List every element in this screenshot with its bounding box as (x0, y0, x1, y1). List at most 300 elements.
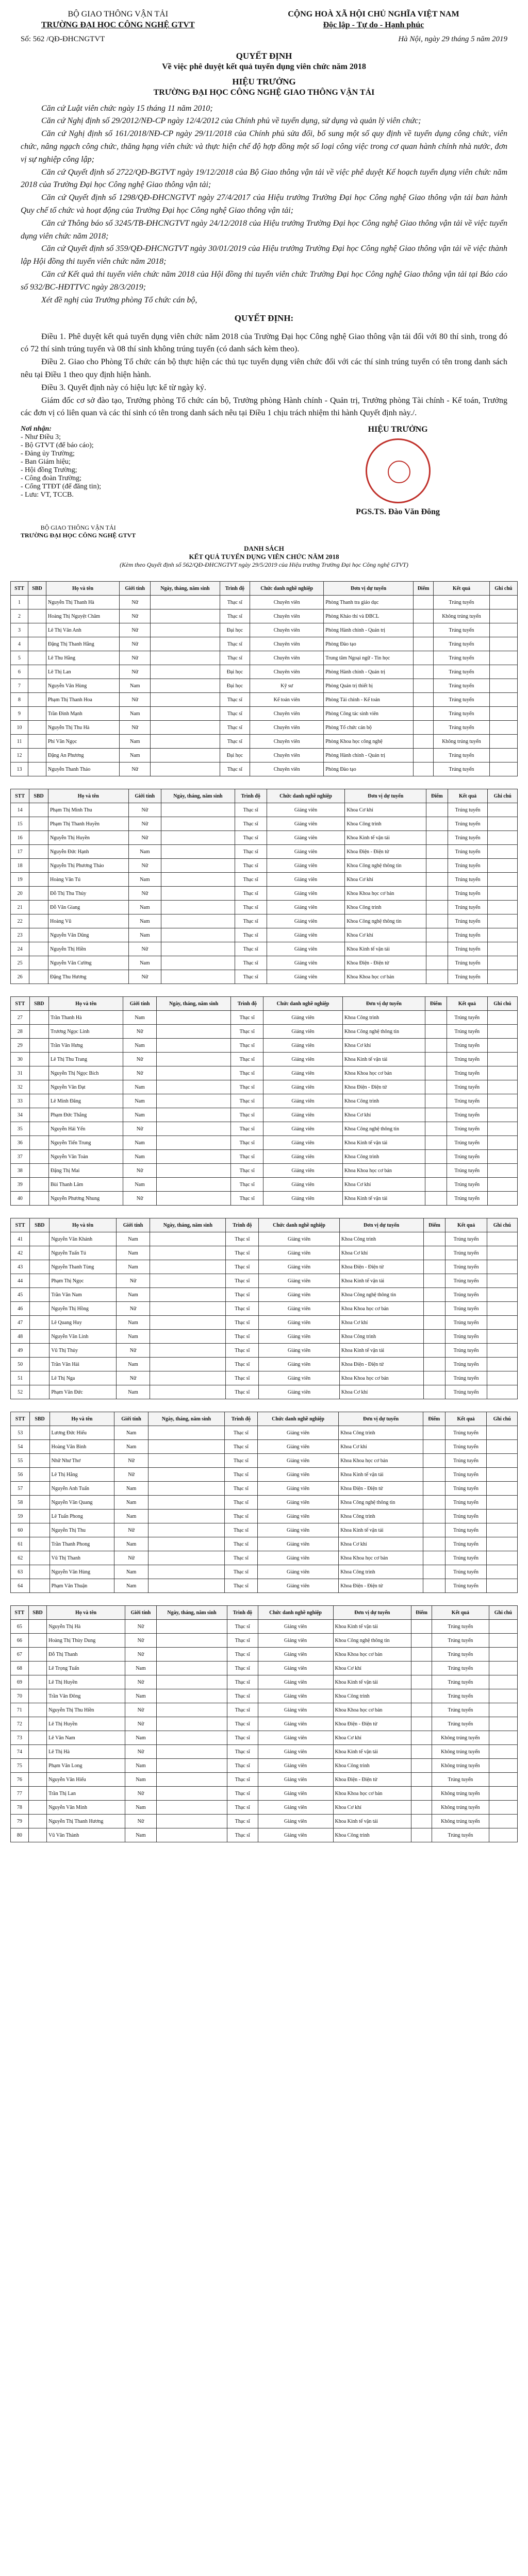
table-row (11, 721, 518, 735)
table-cell: 32 (11, 1080, 30, 1094)
table-cell (414, 665, 434, 679)
table-cell: Nam (128, 928, 161, 942)
table-row (11, 1260, 518, 1274)
ministry-name: BỘ GIAO THÔNG VẬN TẢI (68, 10, 169, 19)
table-cell (29, 901, 48, 914)
table-cell: 77 (11, 1787, 29, 1801)
table-cell: Thạc sĩ (231, 1011, 263, 1025)
table-cell: Hoàng Thị Thùy Dung (47, 1634, 125, 1648)
table-cell: Trúng tuyển (447, 1053, 487, 1066)
table-cell: Không trúng tuyển (432, 1759, 489, 1773)
table-cell: Giảng viên (259, 1371, 340, 1385)
school-name: TRƯỜNG ĐẠI HỌC CÔNG NGHỆ GTVT (41, 20, 195, 29)
table-cell: Nữ (125, 1745, 156, 1759)
table-cell (423, 1579, 445, 1593)
table-row (11, 1675, 518, 1689)
table-cell (487, 1510, 518, 1523)
table-cell (161, 970, 235, 984)
table-cell: Nữ (114, 1523, 148, 1537)
column-header: Ngày, tháng, năm sinh (151, 582, 220, 596)
table-row (11, 707, 518, 721)
decision-subject: Về việc phê duyệt kết quả tuyển dụng viên chức năm 2018 (162, 62, 366, 71)
table-cell: Trúng tuyển (434, 693, 490, 707)
table-cell: Nguyễn Văn Cường (48, 956, 129, 970)
table-cell: Khoa Khoa học cơ bản (342, 1164, 425, 1178)
table-cell (150, 1232, 226, 1246)
table-cell (488, 914, 518, 928)
country-name: CỘNG HOÀ XÃ HỘI CHỦ NGHĨA VIỆT NAM (288, 10, 459, 19)
table-cell: Thạc sĩ (220, 735, 250, 749)
table-cell: Nam (123, 1150, 156, 1164)
table-cell: Nam (114, 1579, 148, 1593)
table-row (11, 1108, 518, 1122)
table-cell (28, 1731, 46, 1745)
signer-title: HIỆU TRƯỞNG (368, 425, 428, 434)
table-cell: Đặng Thị Thanh Hằng (46, 637, 119, 651)
table-cell: Thạc sĩ (227, 1745, 258, 1759)
table-cell: Giảng viên (259, 1330, 340, 1344)
table-cell: Khoa Cơ khí (339, 1385, 423, 1399)
table-cell: Thạc sĩ (227, 1801, 258, 1815)
table-cell: Thạc sĩ (235, 845, 267, 859)
table-cell: Nam (116, 1385, 150, 1399)
table-cell: Giảng viên (259, 1358, 340, 1371)
table-cell (489, 1689, 517, 1703)
table-cell: Nữ (125, 1675, 156, 1689)
table-row (11, 817, 518, 831)
table-cell: 21 (11, 901, 29, 914)
table-cell (29, 803, 48, 817)
table-cell: Nữ (128, 831, 161, 845)
issuer-title: HIỆU TRƯỞNG (232, 76, 296, 87)
table-cell: Thạc sĩ (235, 831, 267, 845)
table-cell (414, 735, 434, 749)
table-cell: Nữ (116, 1344, 150, 1358)
table-cell (161, 873, 235, 887)
appendix-note: (Kèm theo Quyết định số 562/QĐ-ĐHCNGTVT ngày 29/5/2019 của Hiệu trưởng Trường Đại học Công nghệ GTVT) (120, 561, 408, 569)
table-cell: Thạc sĩ (231, 1150, 263, 1164)
table-cell: Nữ (120, 596, 151, 609)
column-header: Trình độ (227, 1606, 258, 1620)
table-cell (29, 1122, 48, 1136)
table-cell: Giảng viên (258, 1675, 333, 1689)
table-cell: Giảng viên (267, 970, 345, 984)
table-cell: Giảng viên (258, 1828, 333, 1842)
table-cell (487, 1122, 517, 1136)
table-cell (487, 1371, 517, 1385)
table-row (11, 1232, 518, 1246)
table-cell: Khoa Cơ khí (333, 1662, 411, 1675)
table-cell: Thạc sĩ (231, 1192, 263, 1206)
table-cell (487, 1025, 517, 1039)
table-cell (414, 707, 434, 721)
table-cell: 69 (11, 1675, 29, 1689)
table-cell: Phòng Công tác sinh viên (324, 707, 414, 721)
table-cell (28, 707, 46, 721)
article: Điều 3. Quyết định này có hiệu lực kể từ ngày ký. (41, 383, 206, 392)
table-cell (150, 1288, 226, 1302)
table-cell: Đỗ Thị Thu Thủy (48, 887, 129, 901)
table-cell (30, 1482, 50, 1496)
table-cell (425, 1011, 447, 1025)
table-row (11, 1801, 518, 1815)
table-cell: Trúng tuyển (446, 1385, 487, 1399)
table-cell (29, 914, 48, 928)
table-cell (156, 1011, 231, 1025)
column-header: Giới tính (114, 1412, 148, 1426)
table-cell: Nam (116, 1330, 150, 1344)
table-row (11, 1080, 518, 1094)
table-cell (489, 665, 517, 679)
table-cell: Đại học (220, 749, 250, 762)
table-cell: 29 (11, 1039, 30, 1053)
table-cell (29, 831, 48, 845)
table-cell (487, 1178, 517, 1192)
table-cell: 44 (11, 1274, 30, 1288)
column-header: Điểm (423, 1218, 446, 1232)
table-cell (29, 1192, 48, 1206)
table-cell (489, 1634, 517, 1648)
table-cell: Nữ (125, 1620, 156, 1634)
table-cell (489, 1801, 517, 1815)
column-header: Ghi chú (487, 1412, 518, 1426)
legal-basis: Căn cứ Quyết định số 2722/QĐ-BGTVT ngày 19/12/2018 của Bộ Giao thông vận tải về việc phê duyệt Kế hoạch tuyển dụng viên chức năm 2018 của Trường Đại học Công nghệ Giao thông vận tải; (21, 167, 507, 190)
table-cell (411, 1689, 432, 1703)
table-row (11, 609, 518, 623)
table-cell: Trúng tuyển (448, 803, 488, 817)
table-cell: Nguyễn Thị Thu Hà (46, 721, 119, 735)
table-row (11, 1316, 518, 1330)
table-cell: Trúng tuyển (445, 1482, 487, 1496)
table-cell: Trúng tuyển (432, 1675, 489, 1689)
table-row (11, 845, 518, 859)
table-cell: Thạc sĩ (220, 707, 250, 721)
table-cell (487, 1039, 517, 1053)
table-cell (151, 679, 220, 693)
column-header: Đơn vị dự tuyển (333, 1606, 411, 1620)
table-cell: Thạc sĩ (231, 1053, 263, 1066)
table-cell: Trần Văn Nam (50, 1288, 116, 1302)
table-cell (489, 679, 517, 693)
table-cell (29, 1025, 48, 1039)
table-cell: Giảng viên (257, 1440, 338, 1454)
table-cell: Giảng viên (267, 803, 345, 817)
table-cell (30, 1316, 50, 1330)
table-cell (423, 1510, 445, 1523)
table-cell (414, 721, 434, 735)
table-cell: Trúng tuyển (448, 831, 488, 845)
column-header: Điểm (411, 1606, 432, 1620)
table-cell: Trương Ngọc Linh (48, 1025, 123, 1039)
table-cell (489, 1759, 517, 1773)
table-cell: Nam (128, 914, 161, 928)
table-cell (426, 803, 448, 817)
table-cell (487, 1232, 517, 1246)
table-cell: Đỗ Văn Giang (48, 901, 129, 914)
column-header: Chức danh nghề nghiệp (263, 997, 343, 1011)
table-cell: Nguyễn Thị Huyền (48, 831, 129, 845)
table-cell: Nữ (128, 859, 161, 873)
table-cell: Nữ (125, 1815, 156, 1828)
table-cell (157, 1717, 227, 1731)
table-cell: Thạc sĩ (226, 1316, 259, 1330)
table-cell: Thạc sĩ (220, 596, 250, 609)
table-row (11, 1122, 518, 1136)
table-cell: Khoa Cơ khí (345, 873, 426, 887)
table-cell (411, 1759, 432, 1773)
table-cell (423, 1358, 446, 1371)
table-cell: Thạc sĩ (231, 1094, 263, 1108)
table-cell: Nam (114, 1482, 148, 1496)
table-cell (489, 609, 517, 623)
table-cell: Giảng viên (263, 1108, 343, 1122)
table-cell: Nam (116, 1232, 150, 1246)
table-cell (425, 1192, 447, 1206)
table-cell (29, 956, 48, 970)
table-cell: 62 (11, 1551, 30, 1565)
table-cell (156, 1164, 231, 1178)
table-cell (161, 803, 235, 817)
table-row (11, 665, 518, 679)
table-cell (29, 1178, 48, 1192)
table-cell: Khoa Cơ khí (339, 1316, 423, 1330)
table-cell: Trung tâm Ngoại ngữ - Tin học (324, 651, 414, 665)
table-cell: Khoa Khoa học cơ bản (339, 1454, 423, 1468)
table-cell: Trần Văn Hải (50, 1358, 116, 1371)
table-cell: Trúng tuyển (446, 1246, 487, 1260)
table-cell: 40 (11, 1192, 30, 1206)
table-cell: Thạc sĩ (226, 1302, 259, 1316)
table-cell (414, 596, 434, 609)
table-cell: Khoa Khoa học cơ bản (342, 1066, 425, 1080)
table-cell: Giảng viên (258, 1801, 333, 1815)
table-cell (425, 1025, 447, 1039)
table-row (11, 693, 518, 707)
table-cell (414, 693, 434, 707)
table-cell: Khoa Công trình (339, 1232, 423, 1246)
table-cell: Khoa Công trình (339, 1426, 423, 1440)
table-cell: Giảng viên (258, 1815, 333, 1828)
table-cell: Nữ (114, 1468, 148, 1482)
table-row (11, 1510, 518, 1523)
table-cell: Trúng tuyển (446, 1371, 487, 1385)
table-cell: 55 (11, 1454, 30, 1468)
table-cell (423, 1371, 446, 1385)
table-cell: Nam (123, 1011, 156, 1025)
table-cell (28, 1801, 46, 1815)
table-cell: Thạc sĩ (226, 1371, 259, 1385)
table-cell: Thạc sĩ (231, 1066, 263, 1080)
column-header: Ngày, tháng, năm sinh (150, 1218, 226, 1232)
table-cell: 64 (11, 1579, 30, 1593)
table-cell (150, 1330, 226, 1344)
table-cell: Trúng tuyển (432, 1620, 489, 1634)
column-header: Họ và tên (50, 1218, 116, 1232)
table-cell: Trúng tuyển (445, 1579, 487, 1593)
table-cell: Thạc sĩ (224, 1551, 257, 1565)
table-cell (30, 1385, 50, 1399)
table-cell: Phạm Văn Thuận (50, 1579, 114, 1593)
table-cell: Hoàng Văn Tú (48, 873, 129, 887)
table-cell: Trúng tuyển (432, 1828, 489, 1842)
table-cell: Giảng viên (259, 1246, 340, 1260)
table-cell: Nam (114, 1565, 148, 1579)
table-cell: 39 (11, 1178, 30, 1192)
column-header: Giới tính (128, 789, 161, 803)
table-cell: Giảng viên (257, 1426, 338, 1440)
table-cell: Giảng viên (259, 1232, 340, 1246)
table-cell: Nam (125, 1731, 156, 1745)
table-cell: Trúng tuyển (448, 845, 488, 859)
table-cell: Trúng tuyển (447, 1025, 487, 1039)
table-cell: Trúng tuyển (447, 1011, 487, 1025)
table-cell (28, 1787, 46, 1801)
table-cell: Phòng Hành chính - Quản trị (324, 749, 414, 762)
table-cell (150, 1344, 226, 1358)
table-cell (156, 1122, 231, 1136)
table-cell (157, 1773, 227, 1787)
table-cell: Khoa Khoa học cơ bản (333, 1648, 411, 1662)
table-cell (29, 887, 48, 901)
table-cell (426, 901, 448, 914)
table-row (11, 1330, 518, 1344)
table-cell (28, 637, 46, 651)
table-cell (423, 1537, 445, 1551)
table-cell (487, 1468, 518, 1482)
result-tables (10, 581, 518, 1842)
document-header (0, 0, 528, 31)
table-cell: Thạc sĩ (226, 1246, 259, 1260)
table-cell: Khoa Cơ khí (339, 1246, 423, 1260)
table-cell (426, 873, 448, 887)
table-cell (161, 845, 235, 859)
table-cell: 61 (11, 1537, 30, 1551)
table-cell: Đặng Thị Mai (48, 1164, 123, 1178)
table-cell: Nguyễn Hải Yến (48, 1122, 123, 1136)
table-cell: Thạc sĩ (224, 1482, 257, 1496)
table-cell: Nữ (120, 609, 151, 623)
table-cell: Lê Trọng Tuấn (47, 1662, 125, 1675)
table-cell: Trúng tuyển (445, 1454, 487, 1468)
recipient: - Đảng ủy Trường; (21, 450, 75, 458)
table-cell: 53 (11, 1426, 30, 1440)
table-cell (423, 1344, 446, 1358)
table-cell (30, 1371, 50, 1385)
table-cell (425, 1136, 447, 1150)
table-cell: Giảng viên (263, 1136, 343, 1150)
table-cell (161, 928, 235, 942)
table-cell: Khoa Kinh tế vận tải (345, 831, 426, 845)
table-cell (414, 651, 434, 665)
table-cell (150, 1358, 226, 1371)
column-header: SBD (29, 997, 48, 1011)
table-cell: Khoa Kinh tế vận tải (342, 1192, 425, 1206)
table-cell: Giảng viên (263, 1080, 343, 1094)
table-cell: Nữ (128, 803, 161, 817)
table-cell: Trúng tuyển (446, 1344, 487, 1358)
table-cell: Lương Đức Hiếu (50, 1426, 114, 1440)
column-header: Họ và tên (47, 1606, 125, 1620)
table-cell (156, 1136, 231, 1150)
table-cell (489, 1731, 517, 1745)
table-cell (423, 1454, 445, 1468)
table-cell: Trúng tuyển (446, 1330, 487, 1344)
table-cell: Nữ (120, 651, 151, 665)
table-row (11, 1066, 518, 1080)
table-cell: Nữ (120, 637, 151, 651)
table-cell: 22 (11, 914, 29, 928)
table-row (11, 1039, 518, 1053)
table-cell (489, 637, 517, 651)
table-cell: Nữ (123, 1122, 156, 1136)
column-header: Kết quả (448, 789, 488, 803)
table-cell: Trúng tuyển (445, 1440, 487, 1454)
table-cell: Thạc sĩ (227, 1620, 258, 1634)
table-cell: Giảng viên (257, 1551, 338, 1565)
table-cell (425, 1164, 447, 1178)
table-cell: Nguyễn Văn Dũng (48, 928, 129, 942)
table-cell: 9 (11, 707, 28, 721)
table-cell (488, 970, 518, 984)
table-cell (157, 1801, 227, 1815)
table-cell: Khoa Kinh tế vận tải (339, 1523, 423, 1537)
column-header: Trình độ (224, 1412, 257, 1426)
table-cell: 28 (11, 1025, 30, 1039)
column-header: STT (11, 1412, 30, 1426)
table-cell (489, 721, 517, 735)
table-cell: Trúng tuyển (447, 1039, 487, 1053)
table-cell: Thạc sĩ (231, 1164, 263, 1178)
column-header: Ngày, tháng, năm sinh (156, 997, 231, 1011)
table-cell: 37 (11, 1150, 30, 1164)
table-cell: Phí Văn Ngọc (46, 735, 119, 749)
table-cell (151, 665, 220, 679)
table-cell: Trần Văn Đông (47, 1689, 125, 1703)
table-cell: Lê Minh Đăng (48, 1094, 123, 1108)
table-cell: 10 (11, 721, 28, 735)
column-header: Đơn vị dự tuyển (342, 997, 425, 1011)
table-cell (156, 1094, 231, 1108)
table-cell (148, 1482, 225, 1496)
table-cell: Trúng tuyển (432, 1689, 489, 1703)
table-cell: Giảng viên (267, 831, 345, 845)
table-row (11, 1288, 518, 1302)
table-cell: Giảng viên (259, 1344, 340, 1358)
table-cell: Trúng tuyển (434, 721, 490, 735)
legal-basis: Căn cứ Quyết định số 359/QĐ-ĐHCNGTVT ngày 30/01/2019 của Hiệu trưởng Trường Đại học Công nghệ Giao thông vận tải về việc thành lập Hội đồng thi tuyển viên chức năm 2018; (21, 244, 507, 266)
table-cell: Giảng viên (258, 1703, 333, 1717)
table-cell: Thạc sĩ (224, 1454, 257, 1468)
table-cell: Khoa Cơ khí (339, 1537, 423, 1551)
table-cell (148, 1565, 225, 1579)
table-cell (489, 1828, 517, 1842)
table-cell: 47 (11, 1316, 30, 1330)
legal-basis: Căn cứ Thông báo số 3245/TB-ĐHCNGTVT ngày 24/12/2018 của Hiệu trưởng Trường Đại học Công nghệ Giao thông vận tải về việc tuyển dụng viên chức năm 2018; (21, 218, 507, 241)
table-cell: Trúng tuyển (447, 1192, 487, 1206)
table-cell (148, 1440, 225, 1454)
table-cell: Khoa Điện - Điện tử (339, 1260, 423, 1274)
table-cell: Nữ (123, 1025, 156, 1039)
table-cell: Nữ (123, 1053, 156, 1066)
table-cell (487, 1440, 518, 1454)
table-cell: Khoa Công trình (342, 1011, 425, 1025)
table-row (11, 596, 518, 609)
table-cell: Không trúng tuyển (432, 1815, 489, 1828)
table-cell (426, 970, 448, 984)
table-cell (488, 956, 518, 970)
table-cell: Giảng viên (263, 1039, 343, 1053)
table-cell: Thạc sĩ (220, 651, 250, 665)
